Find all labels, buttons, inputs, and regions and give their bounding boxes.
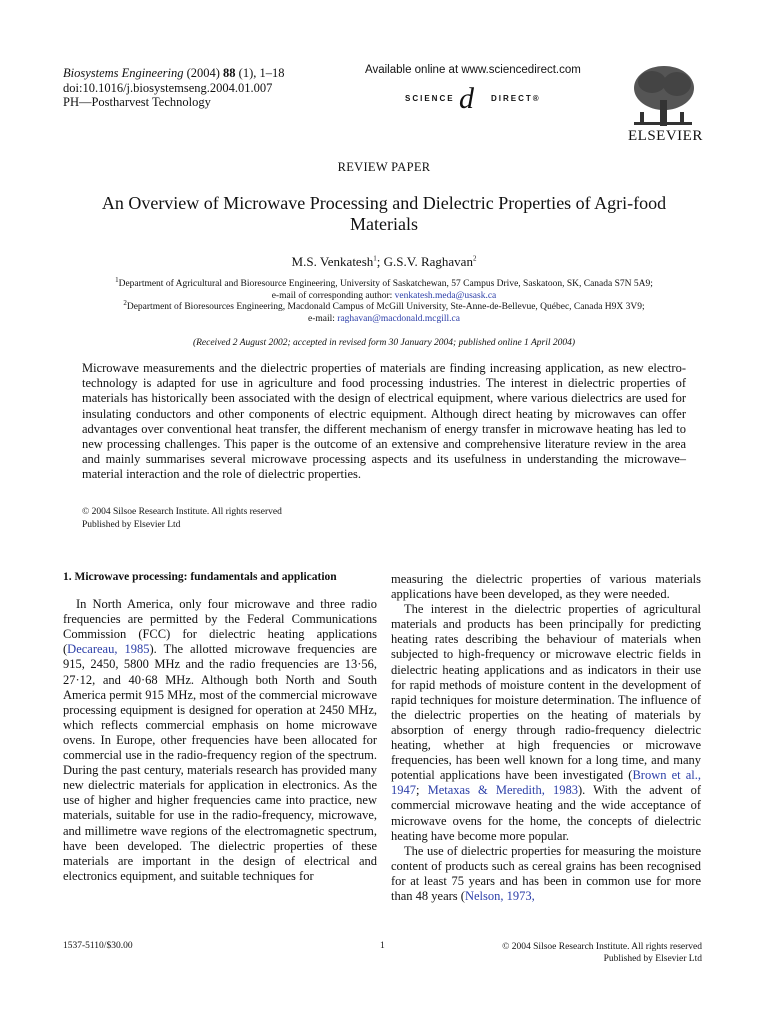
right-p1-text-a: The interest in the dielectric properties of agricultural materials and products has been principally for predicting heating rates describing the behaviour of materials when subjected to high-frequency or microwave electric fields in dielectric heating applications and as indicators in their use for rapid methods of moisture content in the development of rapid techniques for moisture determination. The influence of the dielectric properties on the heating of materials by absorption of energy through radio-frequency dielectric heating, whether at high frequencies or microwave frequencies, has been well known for a long time, and many potential applications have been investigated ( (391, 602, 701, 783)
footer-copyright (440, 941, 702, 965)
available-online[interactable]: Available online at www.sciencedirect.com (365, 64, 581, 76)
author-2: G.S.V. Raghavan (383, 254, 473, 269)
ref-link-nelson[interactable]: Nelson, 1973, (464, 888, 535, 903)
sd-right-text: DIRECT® (491, 94, 541, 103)
abstract-copyright (82, 506, 282, 532)
sd-at-mark: d (459, 82, 474, 115)
paper-title: An Overview of Microwave Processing and Dielectric Properties of Agri-food Materials (101, 193, 667, 234)
footer-published-by: Published by Elsevier Ltd (603, 954, 702, 964)
ref-link-metaxas[interactable]: Metaxas & Meredith, 1983 (427, 783, 578, 798)
author-sep: ; (376, 254, 384, 269)
right-p1-text-b: ). With the advent of commercial microwave heating and the wide acceptance of microwave ovens for the home, the concepts of dielectric heating have become more popular. (391, 783, 701, 843)
journal-citation (63, 66, 285, 110)
journal-section: PH—Postharvest Technology (63, 95, 211, 109)
paper-type: REVIEW PAPER (337, 160, 431, 174)
abstract: Microwave measurements and the dielectric properties of materials are finding increasing application, as new electro-technology is adapted for use in agriculture and food processing industries. The interest in dielectric properties of materials has historically been associated with the design of electrical equipment, where various dielectrics are used for insulating conductors and other components of electric equipment. Although direct heating by microwaves can offer advantages over conventional heat transfer, the different mechanism of energy transfer in microwave heating has led to new processing challenges. This paper is the outcome of an extensive and comprehensive literature review in the area and mainly summarises several microwave processing aspects and its usefulness in understanding the microwave–material interaction and the role of dielectric properties. (82, 361, 686, 482)
email-link-2[interactable]: raghavan@macdonald.mcgill.ca (337, 313, 460, 324)
sciencedirect-logo (405, 82, 575, 115)
email-link-1[interactable]: venkatesh.meda@usask.ca (394, 290, 497, 301)
footer-issn: 1537-5110/$30.00 (63, 941, 133, 951)
affiliation-2: Department of Bioresources Engineering, Macdonald Campus of McGill University, Ste-Anne-de-Bellevue, Québec, Canada H9X 3V9; (126, 302, 645, 312)
right-paragraph-0: measuring the dielectric properties of various materials applications have been developed, as they were needed. (391, 572, 701, 602)
affiliation-1: Department of Agricultural and Bioresource Engineering, University of Saskatchewan, 57 Campus Drive, Saskatoon, SK, Canada S7N 5A9; (118, 279, 653, 289)
journal-year: (2004) (183, 66, 224, 80)
left-column (63, 570, 377, 884)
left-p1-text-a: In North America, only four microwave and three radio frequencies are permitted by the Federal Communications Commission (FCC) for dielectric heating applications ( (63, 597, 377, 657)
ref-link-decareau[interactable]: Decareau, 1985 (67, 642, 150, 657)
section-heading: 1. Microwave processing: fundamentals and application (63, 571, 337, 583)
ref-sep: ; (416, 783, 428, 798)
abstract-copyright-line: © 2004 Silsoe Research Institute. All rights reserved (82, 507, 282, 517)
doi[interactable]: doi:10.1016/j.biosystemseng.2004.01.007 (63, 80, 273, 95)
journal-name: Biosystems Engineering (63, 66, 184, 80)
journal-volume: 88 (223, 66, 236, 80)
right-column (391, 572, 701, 904)
aff-1-sup: 1 (115, 275, 119, 284)
aff-2-sup: 2 (123, 298, 127, 307)
publisher-name: ELSEVIER (628, 128, 703, 144)
left-paragraph-1 (63, 597, 377, 884)
abstract-published-by: Published by Elsevier Ltd (82, 520, 181, 530)
affiliations (60, 275, 708, 325)
ref-link-brown[interactable]: Brown et al., 1947 (391, 768, 701, 798)
right-p2-text-a: The use of dielectric properties for measuring the moisture content of products such as cereal grains has been recognised for at least 75 years and has been in common use for more than 48 years ( (391, 843, 701, 903)
page-number: 1 (380, 941, 385, 951)
journal-pages: (1), 1–18 (235, 66, 285, 80)
author-1-sup: 1 (373, 254, 377, 263)
left-p1-text-b: ). The allotted microwave frequencies are 915, 2450, 5800 MHz and the radio frequencies are 13·56, 27·12, and 40·68 MHz. Although both North and South America permit 915 MHz, most of the commercial microwave processing equipment is designed for operation at 2450 MHz, which reflects commercial emphasis on home microwave ovens. In Europe, other frequencies have been allocated for commercial use in the radio-frequency region of the spectrum. During the past century, materials research has provided many new dielectric materials for application in electronics. As the use of higher and higher frequencies came into practice, new materials, suitable for use in the radio-frequency, microwave, and millimetre wave regions of the electromagnetic spectrum, have been developed. The dielectric properties of these materials are important in the design of electrical and electronics equipment, and suitable techniques for (63, 642, 377, 883)
right-paragraph-1 (391, 602, 701, 844)
received-dates: (Received 2 August 2002; accepted in revised form 30 January 2004; published online 1 April 2004) (192, 338, 576, 348)
footer-copyright-line: © 2004 Silsoe Research Institute. All rights reserved (502, 942, 702, 952)
email-label-2: e-mail: (308, 313, 338, 324)
authors (0, 254, 768, 270)
sd-left-text: SCIENCE (405, 94, 455, 103)
right-paragraph-2 (391, 844, 701, 904)
author-1: M.S. Venkatesh (291, 254, 374, 269)
author-2-sup: 2 (472, 254, 477, 263)
email-label-1: e-mail of corresponding author: (271, 290, 395, 301)
